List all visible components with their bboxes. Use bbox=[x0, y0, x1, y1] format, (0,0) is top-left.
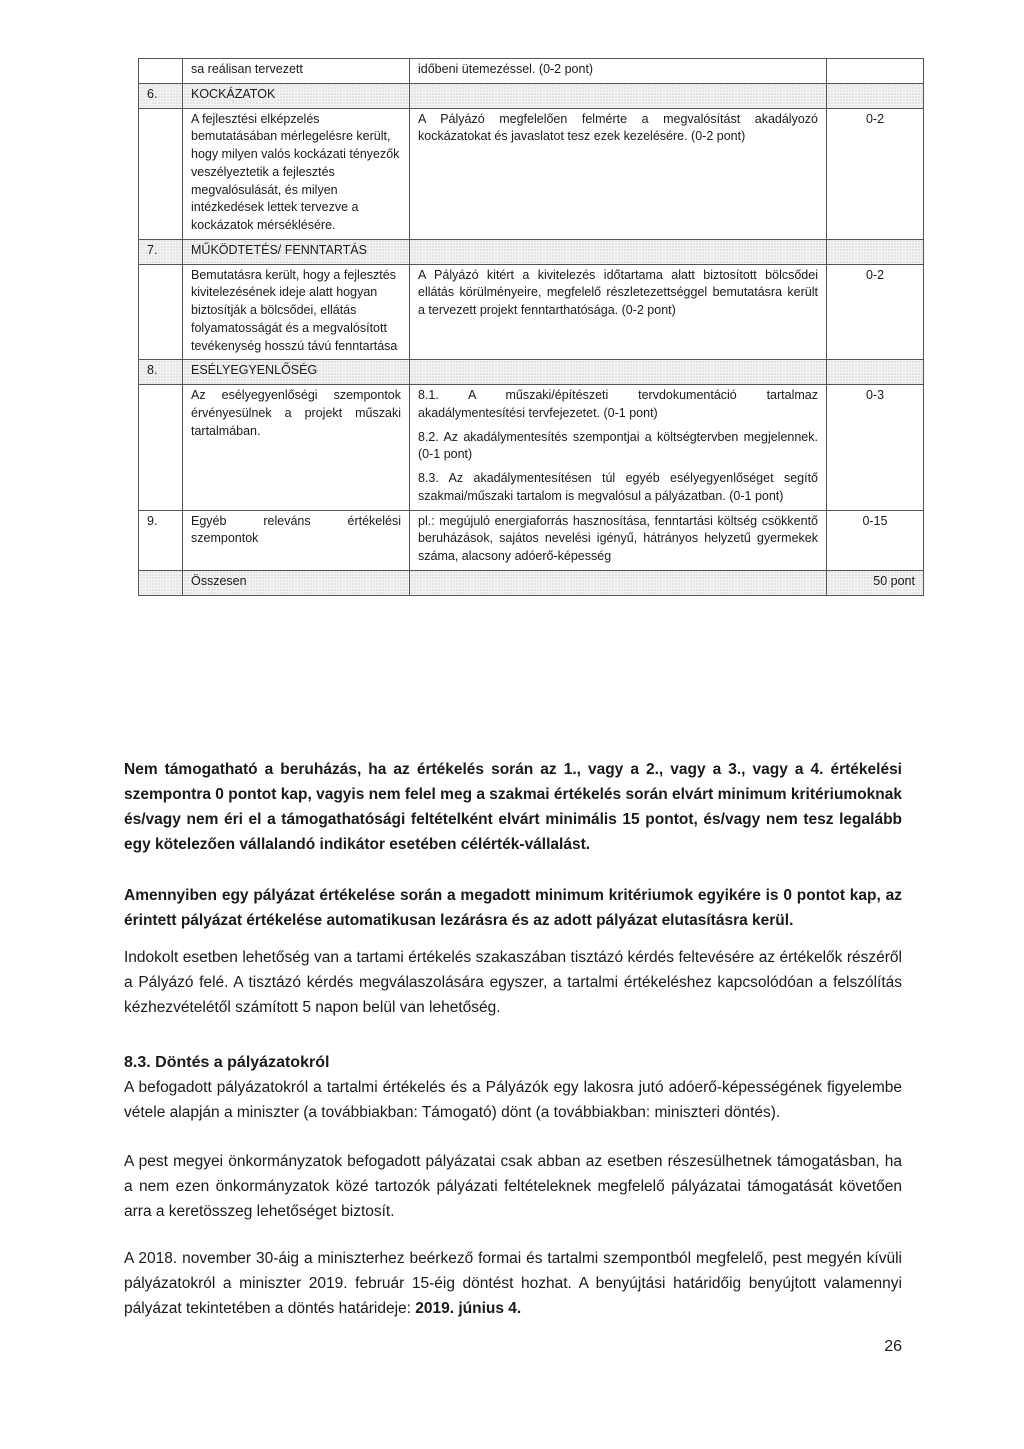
description-cell: pl.: megújuló energiaforrás hasznosítása, fenntartási költség csökkentő beruházások, sajátos nevelési igényű, hátrányos helyzetű gyermekek száma, alacsony adóerő-képesség bbox=[410, 510, 827, 570]
paragraph-clarification: Indokolt esetben lehetőség van a tartami értékelés szakaszában tisztázó kérdés feltevésére az értékelők részéről a Pályázó felé. A tisztázó kérdés megválaszolására egyszer, a tartalmi értékeléshez kapcsolódóan a felszólítás kézhezvételétől számított 5 napon belül van lehetőség. bbox=[124, 949, 902, 1016]
description-cell: időbeni ütemezéssel. (0-2 pont) bbox=[410, 59, 827, 84]
points-cell: 0-3 bbox=[827, 385, 924, 511]
points-cell: 0-2 bbox=[827, 264, 924, 360]
description-cell: A Pályázó megfelelően felmérte a megvalósítást akadályozó kockázatokat és javaslatot tesz ezek kezelésére. (0-2 pont) bbox=[410, 108, 827, 239]
sub-criterion: 8.2. Az akadálymentesítés szempontjai a költségtervben megjelennek. (0-1 pont) bbox=[418, 429, 818, 462]
criterion-cell: Egyéb releváns értékelési szempontok bbox=[183, 510, 410, 570]
criterion-cell: Bemutatásra került, hogy a fejlesztés kivitelezésének ideje alatt hogyan biztosítják a bölcsődei, ellátás folyamatosságát és a megvalósított tevékenység hosszú távú fenntartása bbox=[183, 264, 410, 360]
total-label: Összesen bbox=[183, 570, 410, 595]
page-number: 26 bbox=[884, 1338, 902, 1355]
criterion-cell: sa reálisan tervezett bbox=[183, 59, 410, 84]
paragraph-decision: A befogadott pályázatokról a tartalmi értékelés és a Pályázók egy lakosra jutó adóerő-képességének figyelembe vétele alapján a miniszter (a továbbiakban: Támogató) dönt (a továbbiakban: miniszteri döntés). bbox=[124, 1079, 902, 1121]
total-row bbox=[139, 570, 924, 595]
table-row bbox=[139, 385, 924, 511]
description-cell: A Pályázó kitért a kivitelezés időtartama alatt biztosított bölcsődei ellátás körülményeire, megfelelő részletezettséggel bemutatásra került a tervezett projekt fenntarthatósága. (0-2 pont) bbox=[410, 264, 827, 360]
body-text bbox=[124, 757, 902, 1321]
sub-criterion: 8.1. A műszaki/építészeti tervdokumentáció tartalmaz akadálymentesítési tervfejezetet. (0-1 pont) bbox=[418, 388, 818, 420]
paragraph-minimum-criteria: Amennyiben egy pályázat értékelése során a megadott minimum kritériumok egyikére is 0 pontot kap, az érintett pályázat értékelése automatikusan lezárásra és az adott pályázat elutasításra kerül. bbox=[124, 887, 902, 929]
section-number: 8. bbox=[139, 360, 183, 385]
row-number bbox=[139, 59, 183, 84]
paragraph-eligibility: Nem támogatható a beruházás, ha az értékelés során az 1., vagy a 2., vagy a 3., vagy a 4. értékelési szempontra 0 pontot kap, vagyis nem felel meg a szakmai értékelés során elvárt minimum kritériumoknak és/vagy nem éri el a támogathatósági feltételként elvárt minimális 15 pontot, és/vagy nem tesz legalább egy kötelezően vállalandó indikátor esetében célérték-vállalást. bbox=[124, 761, 902, 853]
deadline-text: A 2018. november 30-áig a miniszterhez beérkező formai és tartalmi szempontból megfelelő, pest megyén kívüli pályázatokról a miniszter 2019. február 15-éig döntést hozhat. A benyújtási határidőig benyújtott valamennyi pályázat tekintetében a döntés határideje: bbox=[124, 1250, 902, 1317]
criterion-cell: A fejlesztési elképzelés bemutatásában mérlegelésre került, hogy milyen valós kockázati tényezők veszélyeztetik a fejlesztés megvalósulását, és milyen intézkedések lettek tervezve a kockázatok mérséklésére. bbox=[183, 108, 410, 239]
section-header-row bbox=[139, 239, 924, 264]
points-cell bbox=[827, 59, 924, 84]
section-header-row bbox=[139, 83, 924, 108]
total-points: 50 pont bbox=[827, 570, 924, 595]
sub-criterion: 8.3. Az akadálymentesítésen túl egyéb esélyegyenlőséget segítő szakmai/műszaki tartalom is megvalósul a pályázatban. (0-1 pont) bbox=[418, 471, 818, 503]
points-cell: 0-2 bbox=[827, 108, 924, 239]
table-row bbox=[139, 108, 924, 239]
deadline-date: 2019. június 4. bbox=[415, 1300, 522, 1317]
table-row bbox=[139, 59, 924, 84]
table-row bbox=[139, 510, 924, 570]
section-number: 6. bbox=[139, 83, 183, 108]
section-title: KOCKÁZATOK bbox=[183, 83, 410, 108]
section-number: 9. bbox=[139, 510, 183, 570]
section-title: ESÉLYEGYENLŐSÉG bbox=[183, 360, 410, 385]
criterion-cell: Az esélyegyenlőségi szempontok érvényesülnek a projekt műszaki tartalmában. bbox=[183, 385, 410, 511]
description-cell bbox=[410, 385, 827, 511]
paragraph-deadline bbox=[124, 1246, 902, 1321]
section-heading: 8.3. Döntés a pályázatokról bbox=[124, 1054, 330, 1071]
paragraph-pest-county: A pest megyei önkormányzatok befogadott pályázatai csak abban az esetben részesülhetnek támogatásban, ha a nem ezen önkormányzatok közé tartozók pályázati feltételeknek megfelelő pályázatai támogatását követően arra a keretösszeg lehetőséget biztosít. bbox=[124, 1153, 902, 1220]
table-row bbox=[139, 264, 924, 360]
section-header-row bbox=[139, 360, 924, 385]
evaluation-table bbox=[138, 58, 924, 596]
points-cell: 0-15 bbox=[827, 510, 924, 570]
section-number: 7. bbox=[139, 239, 183, 264]
section-title: MŰKÖDTETÉS/ FENNTARTÁS bbox=[183, 239, 410, 264]
